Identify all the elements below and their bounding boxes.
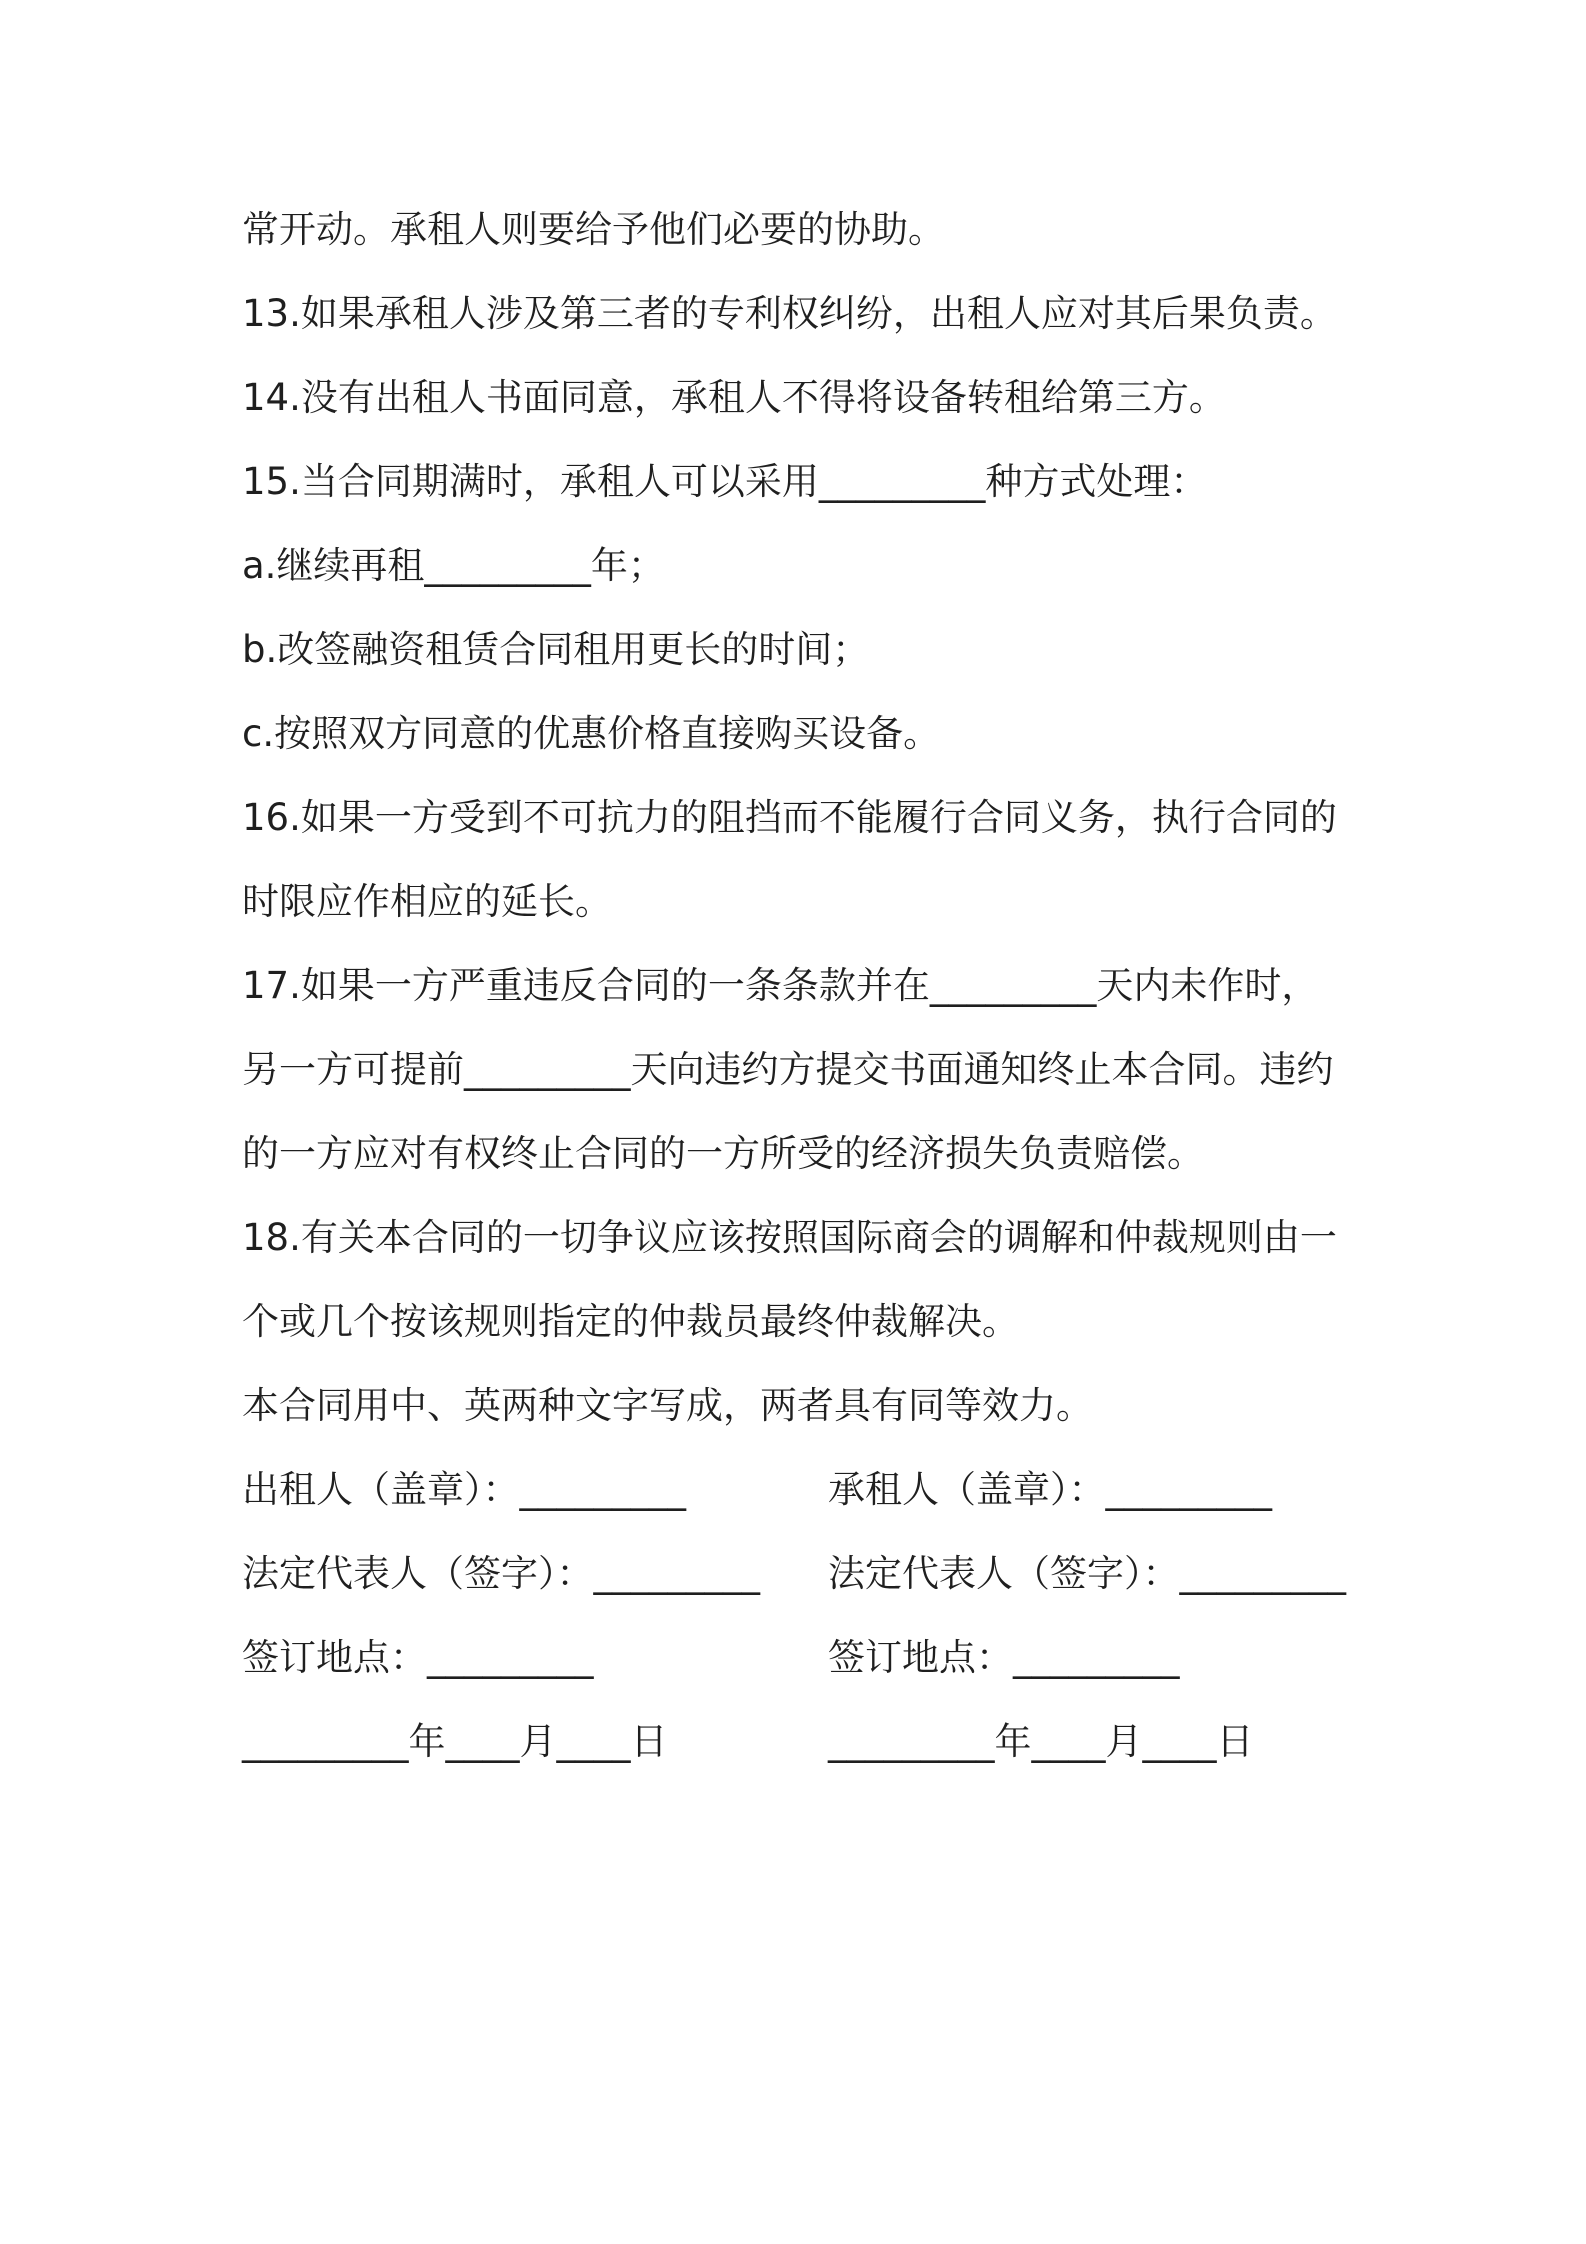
clause-15-option-c: c.按照双方同意的优惠价格直接购买设备。 [242,712,941,755]
clause-17-continued: 另一方可提前_________天向违约方提交书面通知终止本合同。违约 [242,1048,1334,1091]
clause-17: 17.如果一方严重违反合同的一条条款并在_________天内未作时， [242,964,1319,1007]
lessee-place-field: 签订地点：_________ [828,1636,1180,1679]
clause-16-continued: 时限应作相应的延长。 [242,880,612,923]
lessee-representative-field: 法定代表人（签字）：_________ [828,1552,1346,1595]
lessor-place-field: 签订地点：_________ [242,1636,594,1679]
clause-17-continued: 的一方应对有权终止合同的一方所受的经济损失负责赔偿。 [242,1132,1204,1175]
lessor-representative-field: 法定代表人（签字）：_________ [242,1552,760,1595]
lessor-date-field: _________年____月____日 [242,1720,668,1763]
clause-14: 14.没有出租人书面同意，承租人不得将设备转租给第三方。 [242,376,1226,419]
clause-15-option-b: b.改签融资租赁合同租用更长的时间； [242,628,870,671]
clause-13: 13.如果承租人涉及第三者的专利权纠纷，出租人应对其后果负责。 [242,292,1337,335]
language-statement: 本合同用中、英两种文字写成，两者具有同等效力。 [242,1384,1093,1427]
clause-18: 18.有关本合同的一切争议应该按照国际商会的调解和仲裁规则由一 [242,1216,1337,1259]
clause-16: 16.如果一方受到不可抗力的阻挡而不能履行合同义务，执行合同的 [242,796,1337,839]
text-line: 常开动。承租人则要给予他们必要的协助。 [242,208,945,251]
clause-18-continued: 个或几个按该规则指定的仲裁员最终仲裁解决。 [242,1300,1019,1343]
clause-15: 15.当合同期满时，承租人可以采用_________种方式处理： [242,460,1208,503]
lessee-seal-field: 承租人（盖章）：_________ [828,1468,1272,1511]
lessor-seal-field: 出租人（盖章）：_________ [242,1468,686,1511]
lessee-date-field: _________年____月____日 [828,1720,1254,1763]
clause-15-option-a: a.继续再租_________年； [242,544,665,587]
